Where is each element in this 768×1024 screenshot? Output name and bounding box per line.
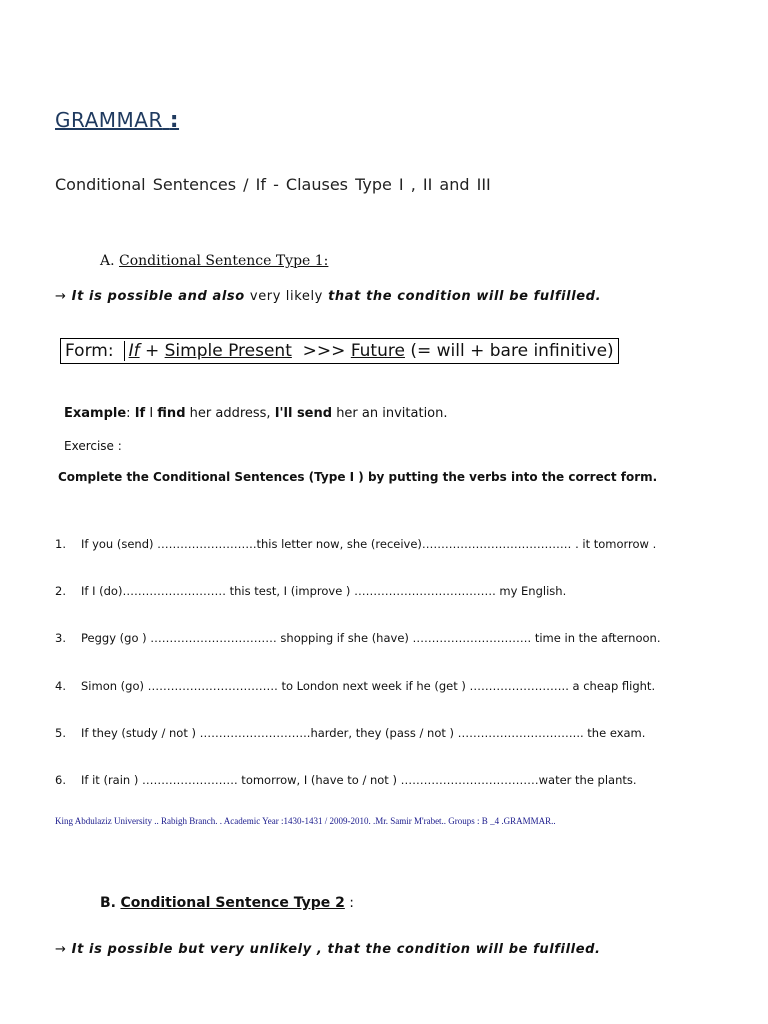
- form-future: Future: [350, 341, 405, 361]
- exercise-text: Simon (go) ……………………………. to London next week if he (get ) …………………….. a cheap flight.: [81, 679, 656, 693]
- exercise-item-4: [55, 679, 655, 693]
- form-box: [60, 338, 619, 364]
- section-b-prefix: B.: [100, 895, 116, 911]
- form-if: If: [128, 341, 140, 361]
- exercise-text: If I (do)……………………… this test, I (improve ) ………………………………. my English.: [81, 584, 567, 598]
- section-a-heading: [100, 253, 328, 269]
- exercise-text: Peggy (go ) …………………………… shopping if she (have) …………………………. time in the afternoon.: [81, 631, 661, 645]
- exercise-item-6: [55, 773, 637, 787]
- form-formula: [125, 341, 618, 361]
- page-title: [55, 108, 179, 133]
- example-i: I: [145, 406, 158, 421]
- exercise-number: 6.: [55, 773, 66, 787]
- section-b-colon: :: [344, 895, 355, 911]
- example-find: find: [157, 406, 186, 421]
- section-a-title: Conditional Sentence Type 1:: [119, 253, 329, 269]
- desc-a-part3: that the condition will be fulfilled.: [322, 289, 602, 304]
- title-colon: :: [169, 108, 180, 133]
- exercise-item-2: [55, 584, 566, 598]
- exercise-item-3: [55, 631, 660, 645]
- exercise-item-1: [55, 537, 656, 551]
- title-text: GRAMMAR: [55, 108, 163, 132]
- exercise-text: If it (rain ) ……………………. tomorrow, I (have to / not ) ………………………………water the plants.: [81, 773, 637, 787]
- example-colon: :: [126, 406, 135, 421]
- form-plus: +: [139, 341, 165, 361]
- exercise-number: 3.: [55, 631, 66, 645]
- example-line: [64, 406, 448, 421]
- arrow-icon: →: [55, 289, 67, 304]
- section-b-description: [55, 942, 601, 957]
- example-label: Example: [64, 406, 127, 421]
- section-b-heading: [100, 895, 354, 911]
- desc-a-part1: It is possible and also: [71, 289, 250, 304]
- subtitle: Conditional Sentences / If - Clauses Type I , II and III: [55, 175, 491, 194]
- exercise-item-5: [55, 726, 645, 740]
- exercise-text: If they (study / not ) ………………………..harder, they (pass / not ) …………………………... the exam.: [81, 726, 646, 740]
- form-simple-present: Simple Present: [164, 341, 292, 361]
- example-ill-send: I'll send: [274, 406, 333, 421]
- section-a-description: [55, 289, 601, 304]
- exercise-text: If you (send) ……………………..this letter now, she (receive)………………………………… . it tomorrow .: [81, 537, 657, 551]
- form-label: Form:: [61, 341, 125, 361]
- exercise-label: Exercise :: [64, 439, 122, 453]
- desc-b-text: It is possible but very unlikely , that the condition will be fulfilled.: [71, 942, 601, 957]
- section-a-prefix: A.: [100, 253, 115, 269]
- exercise-number: 1.: [55, 537, 66, 551]
- desc-a-part2: very likely: [249, 289, 323, 304]
- form-rest: (= will + bare infinitive): [404, 341, 614, 361]
- exercise-number: 4.: [55, 679, 66, 693]
- example-mid: her address,: [185, 406, 275, 421]
- section-b-title: Conditional Sentence Type 2: [120, 895, 345, 911]
- instruction: Complete the Conditional Sentences (Type I ) by putting the verbs into the correct form.: [58, 470, 658, 484]
- exercise-number: 2.: [55, 584, 66, 598]
- exercise-number: 5.: [55, 726, 66, 740]
- example-end: her an invitation.: [332, 406, 448, 421]
- form-arrows: >>>: [291, 341, 351, 361]
- arrow-icon: →: [55, 942, 67, 957]
- example-if: If: [134, 406, 146, 421]
- footer: King Abdulaziz University .. Rabigh Branch. . Academic Year :1430-1431 / 2009-2010. .Mr. Samir M'rabet.. Groups : B _4 .GRAMMAR..: [55, 816, 556, 826]
